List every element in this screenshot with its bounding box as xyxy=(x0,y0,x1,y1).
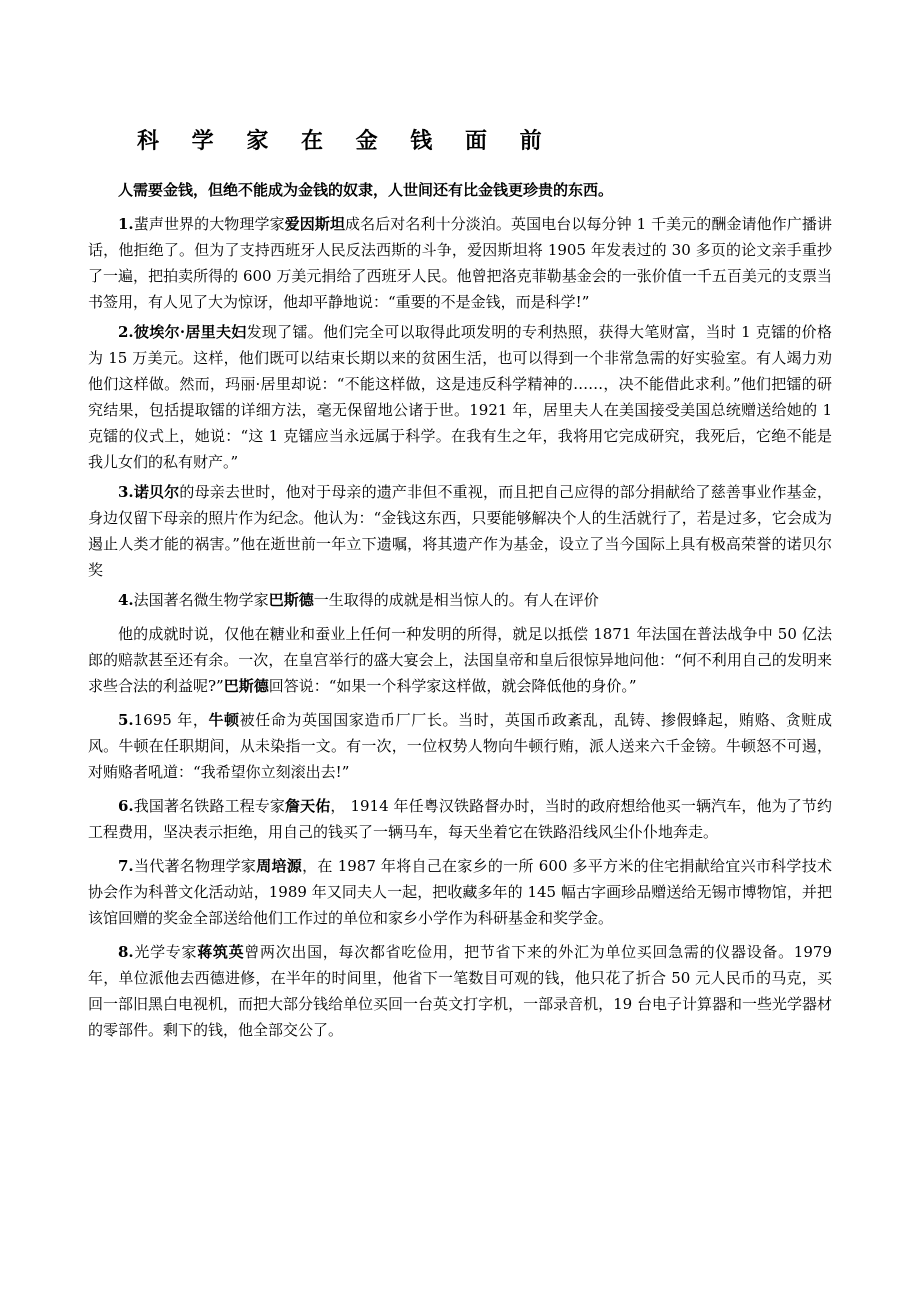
paragraph-number: 6. xyxy=(118,797,134,815)
paragraph-1 xyxy=(88,211,832,315)
scientist-name: 彼埃尔·居里夫妇 xyxy=(133,323,247,341)
paragraph-4 xyxy=(88,587,832,613)
paragraph-text: 他的成就时说，仅他在糖业和蚕业上任何一种发明的所得，就足以抵偿 1871 年法国在普法战争中 50 亿法郎的赔款甚至还有余。一次，在皇宫举行的盛大宴会上，法国皇帝和皇后很惊异地问他：“何不利用自己的发明来求些合法的利益呢?”巴斯德回答说：“如果一个科学家这样做，就会降低他的身价。” xyxy=(88,625,832,695)
paragraph-number: 4. xyxy=(118,591,134,609)
paragraph-text: 蜚声世界的大物理学家爱因斯坦成名后对名利十分淡泊。英国电台以每分钟 1 千美元的酬金请他作广播讲话，他拒绝了。但为了支持西班牙人民反法西斯的斗争，爱因斯坦将 1905 年发表过的 30 多页的论文亲手重抄了一遍，把拍卖所得的 600 万美元捐给了西班牙人民。他曾把洛克菲勒基金会的一张价值一千五百美元的支票当书签用，有人见了大为惊讶，他却平静地说：“重要的不是金钱，而是科学!” xyxy=(88,215,832,311)
paragraph-number: 5. xyxy=(118,711,134,729)
paragraph-3 xyxy=(88,479,832,583)
paragraph-text: 当代著名物理学家周培源，在 1987 年将自己在家乡的一所 600 多平方米的住宅捐献给宜兴市科学技术协会作为科普文化活动站，1989 年又同夫人一起，把收藏多年的 145 幅古字画珍品赠送给无锡市博物馆，并把该馆回赠的奖金全部送给他们工作过的单位和家乡小学作为科研基金和奖学金。 xyxy=(88,857,832,927)
scientist-name: 詹天佑 xyxy=(285,797,331,815)
paragraph-7 xyxy=(88,853,832,931)
scientist-name: 诺贝尔 xyxy=(133,483,180,501)
paragraph-number: 7. xyxy=(118,857,134,875)
scientist-name: 巴斯德 xyxy=(223,677,269,695)
paragraph-text: 的母亲去世时，他对于母亲的遗产非但不重视，而且把自己应得的部分捐献给了慈善事业作基金，身边仅留下母亲的照片作为纪念。他认为：“金钱这东西，只要能够解决个人的生活就行了，若是过多，它会成为遏止人类才能的祸害。”他在逝世前一年立下遗嘱，将其遗产作为基金，设立了当今国际上具有极高荣誉的诺贝尔奖 xyxy=(88,483,832,579)
paragraph-number: 2. xyxy=(118,323,134,341)
paragraph-8 xyxy=(88,939,832,1043)
page-subtitle: 人需要金钱，但绝不能成为金钱的奴隶，人世间还有比金钱更珍贵的东西。 xyxy=(118,181,614,199)
paragraph-2 xyxy=(88,319,832,475)
paragraph-number: 8. xyxy=(118,943,134,961)
paragraph-5 xyxy=(88,707,832,785)
paragraph-6 xyxy=(88,793,832,845)
paragraph-text: 1695 年，牛顿被任命为英国国家造币厂厂长。当时，英国币政紊乱，乱铸、掺假蜂起，贿赂、贪赃成风。牛顿在任职期间，从未染指一文。有一次，一位权势人物向牛顿行贿，派人送来六千金镑。牛顿怒不可遏，对贿赂者吼道：“我希望你立刻滚出去!” xyxy=(88,711,832,781)
paragraph-text: 发现了镭。他们完全可以取得此项发明的专利热照，获得大笔财富，当时 1 克镭的价格为 15 万美元。这样，他们既可以结束长期以来的贫困生活，也可以得到一个非常急需的好实验室。有人竭力劝他们这样做。然而，玛丽·居里却说：“不能这样做，这是违反科学精神的……，决不能借此求利。”他们把镭的研究结果，包括提取镭的详细方法，毫无保留地公诸于世。1921 年，居里夫人在美国接受美国总统赠送给她的 1 克镭的仪式上，她说：“这 1 克镭应当永远属于科学。在我有生之年，我将用它完成研究，我死后，它绝不能是我儿女们的私有财产。” xyxy=(88,323,832,471)
paragraph-number: 1. xyxy=(118,215,134,233)
scientist-name: 巴斯德 xyxy=(268,591,314,609)
paragraph-number: 3. xyxy=(118,483,134,501)
paragraph-text: 我国著名铁路工程专家詹天佑， 1914 年任粤汉铁路督办时，当时的政府想给他买一辆汽车，他为了节约工程费用，坚决表示拒绝，用自己的钱买了一辆马车，每天坐着它在铁路沿线风尘仆仆地奔走。 xyxy=(88,797,832,841)
paragraph-4-continued xyxy=(88,621,832,699)
page-title: 科 学 家 在 金 钱 面 前 xyxy=(137,128,555,154)
paragraph-text: 法国著名微生物学家巴斯德一生取得的成就是相当惊人的。有人在评价 xyxy=(133,591,599,609)
paragraph-text: 光学专家蒋筑英曾两次出国，每次都省吃俭用，把节省下来的外汇为单位买回急需的仪器设备。1979 年，单位派他去西德进修，在半年的时间里，他省下一笔数目可观的钱，他只花了折合 50 元人民币的马克，买回一部旧黑白电视机，而把大部分钱给单位买回一台英文打字机，一部录音机，19 台电子计算器和一些光学器材的零部件。剩下的钱，他全部交公了。 xyxy=(88,943,832,1039)
scientist-name: 周培源 xyxy=(256,857,303,875)
scientist-name: 蒋筑英 xyxy=(197,943,245,961)
scientist-name: 爱因斯坦 xyxy=(284,215,346,233)
scientist-name: 牛顿 xyxy=(208,711,240,729)
